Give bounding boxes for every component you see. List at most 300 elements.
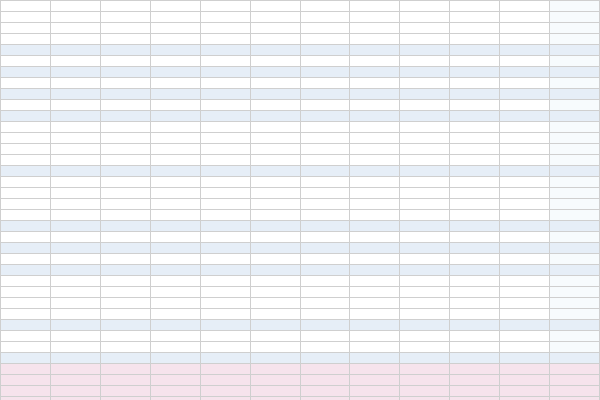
table-cell xyxy=(200,232,250,243)
table-cell xyxy=(1,133,51,144)
table-cell xyxy=(300,353,350,364)
table-cell xyxy=(350,155,400,166)
row-label-cell xyxy=(550,397,600,400)
table-cell xyxy=(250,210,300,221)
table-cell xyxy=(300,298,350,309)
table-cell xyxy=(150,254,200,265)
table-cell xyxy=(500,122,550,133)
table-cell xyxy=(300,56,350,67)
row-label-cell xyxy=(550,320,600,331)
table-cell xyxy=(200,331,250,342)
table-cell xyxy=(51,177,101,188)
row-label-cell xyxy=(550,232,600,243)
table-cell xyxy=(1,144,51,155)
table-row xyxy=(1,199,600,210)
table-cell xyxy=(400,188,450,199)
table-row xyxy=(1,100,600,111)
table-cell xyxy=(500,353,550,364)
table-cell xyxy=(400,210,450,221)
row-label-cell xyxy=(550,133,600,144)
table-cell xyxy=(300,309,350,320)
table-row xyxy=(1,34,600,45)
table-cell xyxy=(1,276,51,287)
table-cell xyxy=(200,254,250,265)
table-row xyxy=(1,309,600,320)
table-cell xyxy=(250,12,300,23)
table-cell xyxy=(1,12,51,23)
table-cell xyxy=(500,199,550,210)
table-cell xyxy=(450,56,500,67)
table-cell xyxy=(250,89,300,100)
table-cell xyxy=(500,298,550,309)
row-label-cell xyxy=(550,177,600,188)
table-cell xyxy=(250,56,300,67)
row-label-cell xyxy=(550,111,600,122)
table-cell xyxy=(300,23,350,34)
table-cell xyxy=(300,133,350,144)
table-cell xyxy=(1,210,51,221)
table-cell xyxy=(450,133,500,144)
table-row xyxy=(1,23,600,34)
table-cell xyxy=(350,1,400,12)
table-cell xyxy=(250,45,300,56)
table-row xyxy=(1,210,600,221)
table-cell xyxy=(100,34,150,45)
table-row xyxy=(1,144,600,155)
table-cell xyxy=(51,397,101,400)
table-cell xyxy=(1,45,51,56)
table-cell xyxy=(350,23,400,34)
table-cell xyxy=(400,232,450,243)
table-cell xyxy=(150,309,200,320)
table-cell xyxy=(250,331,300,342)
table-cell xyxy=(450,155,500,166)
table-cell xyxy=(350,254,400,265)
table-cell xyxy=(400,353,450,364)
table-cell xyxy=(400,199,450,210)
table-cell xyxy=(200,122,250,133)
table-cell xyxy=(100,298,150,309)
table-cell xyxy=(350,199,400,210)
table-cell xyxy=(1,23,51,34)
table-cell xyxy=(250,364,300,375)
table-cell xyxy=(51,221,101,232)
row-label-cell xyxy=(550,78,600,89)
table-cell xyxy=(100,177,150,188)
table-cell xyxy=(300,122,350,133)
table-cell xyxy=(51,309,101,320)
table-cell xyxy=(250,353,300,364)
table-cell xyxy=(400,100,450,111)
table-cell xyxy=(300,276,350,287)
row-label-cell xyxy=(550,144,600,155)
table-cell xyxy=(350,364,400,375)
table-cell xyxy=(100,210,150,221)
row-label-cell xyxy=(550,34,600,45)
table-cell xyxy=(150,177,200,188)
table-cell xyxy=(250,122,300,133)
table-cell xyxy=(350,166,400,177)
table-cell xyxy=(400,45,450,56)
table-cell xyxy=(500,100,550,111)
table-cell xyxy=(150,287,200,298)
row-label-cell xyxy=(550,276,600,287)
table-cell xyxy=(450,243,500,254)
table-cell xyxy=(500,166,550,177)
table-cell xyxy=(150,1,200,12)
table-cell xyxy=(400,23,450,34)
table-row xyxy=(1,298,600,309)
table-row xyxy=(1,122,600,133)
table-cell xyxy=(350,353,400,364)
table-cell xyxy=(400,287,450,298)
table-cell xyxy=(1,364,51,375)
table-cell xyxy=(1,287,51,298)
table-cell xyxy=(350,188,400,199)
row-label-cell xyxy=(550,122,600,133)
table-cell xyxy=(150,375,200,386)
table-cell xyxy=(1,265,51,276)
table-cell xyxy=(450,287,500,298)
table-cell xyxy=(200,56,250,67)
table-cell xyxy=(450,78,500,89)
table-cell xyxy=(200,23,250,34)
row-label-cell xyxy=(550,1,600,12)
row-label-cell xyxy=(550,364,600,375)
table-cell xyxy=(300,221,350,232)
table-cell xyxy=(51,155,101,166)
row-label-cell xyxy=(550,254,600,265)
table-cell xyxy=(200,45,250,56)
table-row xyxy=(1,78,600,89)
table-cell xyxy=(250,287,300,298)
table-cell xyxy=(350,375,400,386)
table-cell xyxy=(51,342,101,353)
table-row xyxy=(1,1,600,12)
table-cell xyxy=(1,298,51,309)
table-row xyxy=(1,166,600,177)
table-cell xyxy=(400,397,450,400)
table-cell xyxy=(500,375,550,386)
table-cell xyxy=(450,397,500,400)
table-cell xyxy=(300,166,350,177)
row-label-cell xyxy=(550,287,600,298)
table-cell xyxy=(1,111,51,122)
table-cell xyxy=(350,265,400,276)
table-cell xyxy=(500,155,550,166)
table-cell xyxy=(200,386,250,397)
table-cell xyxy=(450,34,500,45)
table-cell xyxy=(150,397,200,400)
table-cell xyxy=(250,342,300,353)
table-row xyxy=(1,397,600,400)
table-cell xyxy=(1,177,51,188)
table-cell xyxy=(500,111,550,122)
table-cell xyxy=(500,1,550,12)
table-cell xyxy=(1,67,51,78)
row-label-cell xyxy=(550,12,600,23)
table-cell xyxy=(100,309,150,320)
table-cell xyxy=(500,78,550,89)
table-cell xyxy=(300,386,350,397)
table-row xyxy=(1,243,600,254)
table-cell xyxy=(150,34,200,45)
table-cell xyxy=(450,353,500,364)
table-cell xyxy=(51,12,101,23)
table-cell xyxy=(250,320,300,331)
table-row xyxy=(1,111,600,122)
table-row xyxy=(1,386,600,397)
table-cell xyxy=(51,67,101,78)
table-cell xyxy=(100,254,150,265)
table-cell xyxy=(150,12,200,23)
table-cell xyxy=(150,265,200,276)
table-cell xyxy=(300,78,350,89)
table-cell xyxy=(51,144,101,155)
table-row xyxy=(1,287,600,298)
table-row xyxy=(1,265,600,276)
table-cell xyxy=(100,100,150,111)
row-label-cell xyxy=(550,386,600,397)
table-cell xyxy=(51,320,101,331)
table-cell xyxy=(400,12,450,23)
table-cell xyxy=(150,89,200,100)
table-cell xyxy=(400,34,450,45)
table-cell xyxy=(500,364,550,375)
table-cell xyxy=(300,199,350,210)
table-cell xyxy=(350,331,400,342)
table-cell xyxy=(500,276,550,287)
table-cell xyxy=(250,78,300,89)
table-cell xyxy=(350,298,400,309)
table-cell xyxy=(100,1,150,12)
table-cell xyxy=(200,353,250,364)
table-cell xyxy=(150,100,200,111)
table-cell xyxy=(450,89,500,100)
table-cell xyxy=(51,287,101,298)
table-cell xyxy=(1,166,51,177)
table-cell xyxy=(250,144,300,155)
row-label-cell xyxy=(550,265,600,276)
table-cell xyxy=(500,56,550,67)
table-body xyxy=(1,1,600,400)
table-cell xyxy=(350,67,400,78)
table-cell xyxy=(300,188,350,199)
table-row xyxy=(1,56,600,67)
table-cell xyxy=(400,243,450,254)
table-cell xyxy=(500,12,550,23)
table-cell xyxy=(150,243,200,254)
table-cell xyxy=(51,375,101,386)
table-cell xyxy=(250,265,300,276)
table-cell xyxy=(500,320,550,331)
table-cell xyxy=(400,364,450,375)
table-cell xyxy=(1,254,51,265)
table-cell xyxy=(150,45,200,56)
table-cell xyxy=(250,375,300,386)
table-cell xyxy=(350,287,400,298)
table-cell xyxy=(100,320,150,331)
table-cell xyxy=(200,364,250,375)
table-row xyxy=(1,276,600,287)
table-cell xyxy=(500,89,550,100)
table-cell xyxy=(250,111,300,122)
table-cell xyxy=(400,122,450,133)
table-cell xyxy=(100,342,150,353)
table-cell xyxy=(500,342,550,353)
table-cell xyxy=(500,67,550,78)
table-cell xyxy=(200,221,250,232)
table-cell xyxy=(250,34,300,45)
table-cell xyxy=(450,122,500,133)
table-cell xyxy=(51,111,101,122)
table-cell xyxy=(100,67,150,78)
table-cell xyxy=(500,243,550,254)
table-cell xyxy=(250,276,300,287)
table-cell xyxy=(200,1,250,12)
table-cell xyxy=(350,100,400,111)
table-cell xyxy=(150,298,200,309)
table-cell xyxy=(300,67,350,78)
table-row xyxy=(1,89,600,100)
table-cell xyxy=(51,254,101,265)
table-cell xyxy=(100,221,150,232)
row-label-cell xyxy=(550,342,600,353)
table-cell xyxy=(200,34,250,45)
table-cell xyxy=(100,23,150,34)
table-cell xyxy=(51,331,101,342)
table-cell xyxy=(1,386,51,397)
table-cell xyxy=(1,56,51,67)
table-cell xyxy=(500,34,550,45)
table-cell xyxy=(500,287,550,298)
table-cell xyxy=(250,1,300,12)
table-cell xyxy=(200,243,250,254)
table-row xyxy=(1,331,600,342)
table-cell xyxy=(450,188,500,199)
table-cell xyxy=(250,199,300,210)
table-cell xyxy=(300,375,350,386)
table-cell xyxy=(1,155,51,166)
table-cell xyxy=(51,45,101,56)
table-cell xyxy=(300,111,350,122)
table-cell xyxy=(450,298,500,309)
table-cell xyxy=(300,34,350,45)
table-row xyxy=(1,254,600,265)
table-cell xyxy=(450,331,500,342)
table-cell xyxy=(200,12,250,23)
table-cell xyxy=(300,243,350,254)
table-cell xyxy=(450,320,500,331)
table-cell xyxy=(450,177,500,188)
table-cell xyxy=(500,397,550,400)
table-cell xyxy=(150,67,200,78)
table-cell xyxy=(200,155,250,166)
table-cell xyxy=(300,397,350,400)
table-cell xyxy=(350,45,400,56)
row-label-cell xyxy=(550,45,600,56)
table-cell xyxy=(1,78,51,89)
table-cell xyxy=(450,100,500,111)
table-cell xyxy=(150,199,200,210)
table-row xyxy=(1,45,600,56)
row-label-cell xyxy=(550,375,600,386)
table-cell xyxy=(400,166,450,177)
table-cell xyxy=(51,199,101,210)
row-label-cell xyxy=(550,188,600,199)
table-cell xyxy=(250,23,300,34)
table-cell xyxy=(1,243,51,254)
row-label-cell xyxy=(550,155,600,166)
table-cell xyxy=(300,12,350,23)
table-cell xyxy=(100,122,150,133)
table-row xyxy=(1,188,600,199)
table-cell xyxy=(150,166,200,177)
table-row xyxy=(1,12,600,23)
table-cell xyxy=(100,89,150,100)
table-cell xyxy=(150,221,200,232)
table-cell xyxy=(200,375,250,386)
table-cell xyxy=(400,265,450,276)
table-cell xyxy=(51,133,101,144)
table-cell xyxy=(1,320,51,331)
table-cell xyxy=(200,188,250,199)
table-cell xyxy=(100,353,150,364)
table-cell xyxy=(100,166,150,177)
table-cell xyxy=(500,309,550,320)
table-cell xyxy=(450,12,500,23)
table-cell xyxy=(1,221,51,232)
table-cell xyxy=(200,342,250,353)
table-cell xyxy=(450,144,500,155)
table-cell xyxy=(350,177,400,188)
table-cell xyxy=(350,12,400,23)
table-cell xyxy=(100,12,150,23)
table-cell xyxy=(350,309,400,320)
table-cell xyxy=(400,254,450,265)
table-cell xyxy=(450,1,500,12)
table-cell xyxy=(450,210,500,221)
table-cell xyxy=(150,210,200,221)
table-cell xyxy=(100,111,150,122)
row-label-cell xyxy=(550,100,600,111)
row-label-cell xyxy=(550,210,600,221)
table-cell xyxy=(51,298,101,309)
table-cell xyxy=(250,232,300,243)
table-cell xyxy=(1,331,51,342)
table-cell xyxy=(350,56,400,67)
table-cell xyxy=(1,199,51,210)
table-cell xyxy=(51,353,101,364)
table-cell xyxy=(150,56,200,67)
row-label-cell xyxy=(550,309,600,320)
table-cell xyxy=(150,232,200,243)
table-cell xyxy=(100,364,150,375)
table-cell xyxy=(250,254,300,265)
table-cell xyxy=(400,221,450,232)
table-cell xyxy=(200,144,250,155)
table-cell xyxy=(300,89,350,100)
row-label-cell xyxy=(550,166,600,177)
table-cell xyxy=(51,56,101,67)
table-cell xyxy=(51,166,101,177)
table-cell xyxy=(450,199,500,210)
table-cell xyxy=(100,155,150,166)
table-cell xyxy=(200,265,250,276)
table-cell xyxy=(51,210,101,221)
table-cell xyxy=(250,386,300,397)
table-cell xyxy=(200,298,250,309)
